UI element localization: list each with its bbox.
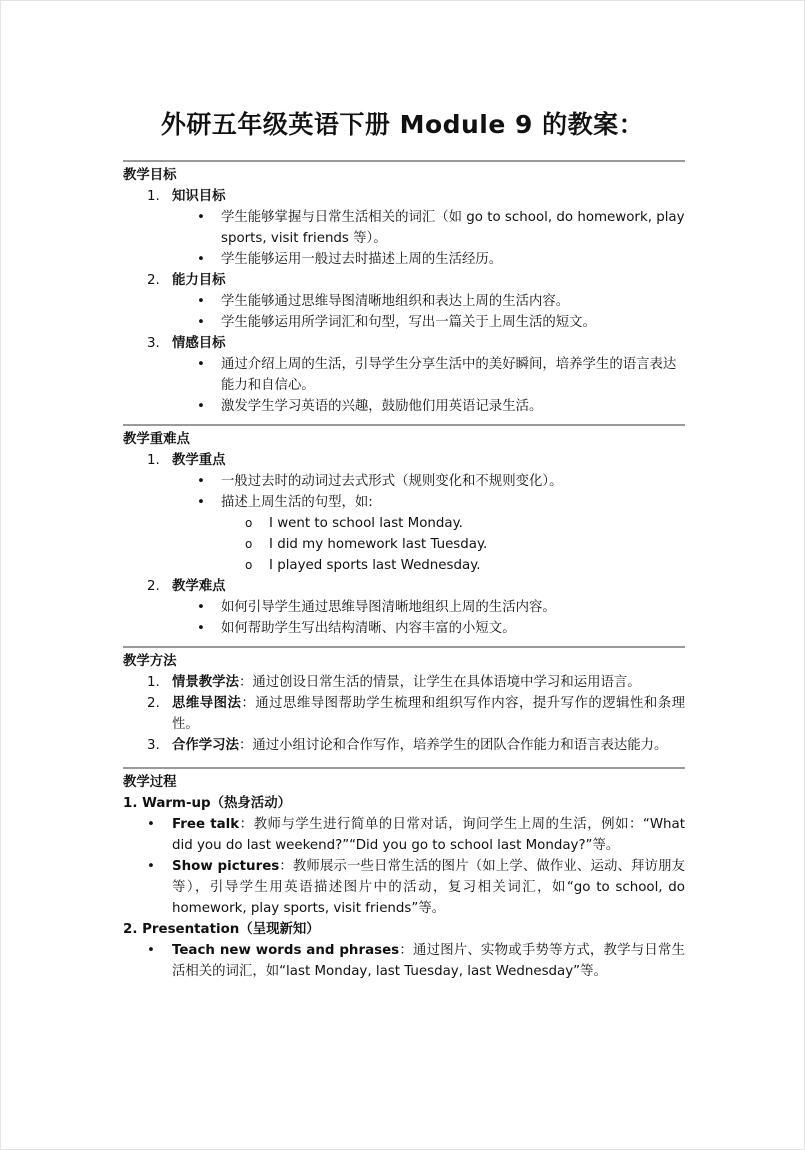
bullet-text: 通过介绍上周的生活，引导学生分享生活中的美好瞬间，培养学生的语言表达能力和自信心。 <box>221 357 677 393</box>
bullet-icon: • <box>197 600 205 615</box>
item-text: ：通过小组讨论和合作写作，培养学生的团队合作能力和语言表达能力。 <box>238 738 668 753</box>
subsection-heading-presentation: 2. Presentation（呈现新知） <box>123 922 320 937</box>
bullet-label: Free talk <box>172 817 240 832</box>
numbered-item <box>123 576 685 597</box>
bullet-item <box>123 856 685 919</box>
section-divider <box>123 424 685 426</box>
sub-bullet-text: I played sports last Wednesday. <box>269 558 481 573</box>
document-body <box>123 160 685 982</box>
item-number: 3. <box>147 738 160 753</box>
bullet-text: 描述上周生活的句型，如: <box>221 495 373 510</box>
bullet-label: Show pictures <box>172 859 280 874</box>
section-divider <box>123 767 685 769</box>
bullet-icon: • <box>197 621 205 636</box>
item-number: 1. <box>147 675 160 690</box>
bullet-icon: • <box>197 495 205 510</box>
bullet-icon: • <box>147 817 155 832</box>
bullet-icon: • <box>197 357 205 372</box>
item-label: 思维导图法 <box>172 696 242 711</box>
section-heading-objectives: 教学目标 <box>123 168 177 183</box>
section-divider <box>123 160 685 162</box>
bullet-text: 一般过去时的动词过去式形式（规则变化和不规则变化）。 <box>221 474 563 489</box>
section-heading-key-points: 教学重难点 <box>123 432 190 447</box>
bullet-text: 学生能够掌握与日常生活相关的词汇（如 go to school, do homework, play sports, visit friends 等）。 <box>221 210 685 246</box>
numbered-item <box>123 186 685 207</box>
item-number: 2. <box>147 579 160 594</box>
bullet-icon: • <box>197 252 205 267</box>
sub-bullet-item <box>123 513 685 534</box>
item-number: 3. <box>147 336 160 351</box>
item-label: 教学难点 <box>172 579 226 594</box>
circle-bullet-icon: o <box>245 537 253 551</box>
bullet-item <box>123 618 685 639</box>
bullet-icon: • <box>197 294 205 309</box>
bullet-icon: • <box>147 859 155 874</box>
section-divider <box>123 646 685 648</box>
sub-bullet-item <box>123 534 685 555</box>
item-label: 能力目标 <box>172 273 226 288</box>
item-text: ：通过思维导图帮助学生梳理和组织写作内容，提升写作的逻辑性和条理性。 <box>172 696 685 732</box>
numbered-item <box>123 672 685 693</box>
numbered-item <box>123 450 685 471</box>
bullet-icon: • <box>197 474 205 489</box>
bullet-item <box>123 940 685 982</box>
bullet-item <box>123 396 685 417</box>
sub-bullet-text: I did my homework last Tuesday. <box>269 537 488 552</box>
item-number: 2. <box>147 696 160 711</box>
item-number: 2. <box>147 273 160 288</box>
item-text: ：通过创设日常生活的情景，让学生在具体语境中学习和运用语言。 <box>238 675 641 690</box>
sub-bullet-item <box>123 555 685 576</box>
item-label: 合作学习法 <box>172 738 239 753</box>
section-heading-methods: 教学方法 <box>123 654 177 669</box>
bullet-text: 学生能够通过思维导图清晰地组织和表达上周的生活内容。 <box>221 294 570 309</box>
bullet-icon: • <box>197 210 205 225</box>
bullet-text: 如何引导学生通过思维导图清晰地组织上周的生活内容。 <box>221 600 556 615</box>
bullet-text: ：教师展示一些日常生活的图片（如上学、做作业、运动、拜访朋友等），引导学生用英语描述图片中的活动，复习相关词汇，如“go to school, do homework, play sports, visit friends”等。 <box>172 859 685 916</box>
bullet-item <box>123 291 685 312</box>
bullet-item <box>123 354 685 396</box>
page-title: 外研五年级英语下册 Module 9 的教案： <box>160 110 645 139</box>
item-label: 情景教学法 <box>172 675 239 690</box>
circle-bullet-icon: o <box>245 558 253 572</box>
bullet-icon: • <box>197 399 205 414</box>
sub-bullet-text: I went to school last Monday. <box>269 516 463 531</box>
bullet-text: 学生能够运用所学词汇和句型，写出一篇关于上周生活的短文。 <box>221 315 596 330</box>
bullet-text: 激发学生学习英语的兴趣，鼓励他们用英语记录生活。 <box>221 399 543 414</box>
numbered-item <box>123 735 685 756</box>
subsection-heading-warmup: 1. Warm-up（热身活动） <box>123 796 291 811</box>
numbered-item <box>123 270 685 291</box>
item-label: 情感目标 <box>172 336 226 351</box>
numbered-item <box>123 333 685 354</box>
bullet-item <box>123 471 685 492</box>
item-label: 知识目标 <box>172 189 226 204</box>
bullet-label: Teach new words and phrases <box>172 943 400 958</box>
bullet-item <box>123 492 685 513</box>
bullet-item <box>123 312 685 333</box>
section-heading-process: 教学过程 <box>123 775 177 790</box>
bullet-text: ：通过图片、实物或手势等方式，教学与日常生活相关的词汇，如“last Monday, last Tuesday, last Wednesday”等。 <box>172 943 686 979</box>
item-label: 教学重点 <box>172 453 226 468</box>
bullet-text: 学生能够运用一般过去时描述上周的生活经历。 <box>221 252 503 267</box>
bullet-icon: • <box>147 943 155 958</box>
numbered-item <box>123 693 685 735</box>
bullet-item <box>123 249 685 270</box>
item-number: 1. <box>147 189 160 204</box>
item-number: 1. <box>147 453 160 468</box>
bullet-icon: • <box>197 315 205 330</box>
bullet-item <box>123 597 685 618</box>
bullet-item <box>123 207 685 249</box>
bullet-text: 如何帮助学生写出结构清晰、内容丰富的小短文。 <box>221 621 516 636</box>
circle-bullet-icon: o <box>245 516 253 530</box>
bullet-text: ：教师与学生进行简单的日常对话，询问学生上周的生活，例如：“What did you do last weekend?”“Did you go to school last Monday?”等。 <box>172 817 685 853</box>
bullet-item <box>123 814 685 856</box>
